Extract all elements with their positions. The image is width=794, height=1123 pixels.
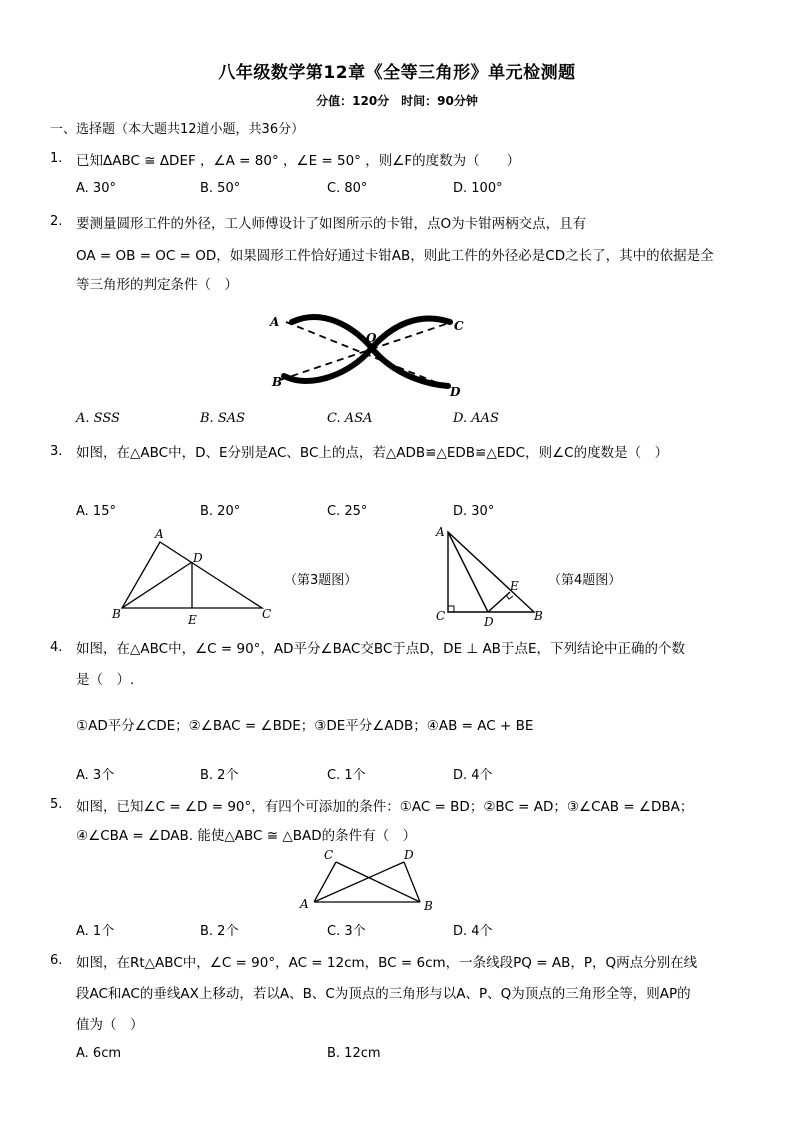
- question-text-line-3: ①AD平分∠CDE；②∠BAC = ∠BDE；③DE平分∠ADB；④AB = AC + BE: [76, 718, 534, 734]
- fig-label-c: C: [262, 607, 272, 621]
- question-text-line-2: ④∠CBA = ∠DAB. 能使△ABC ≅ △BAD的条件有（ ）: [76, 828, 417, 844]
- fig-label-e: E: [188, 613, 197, 627]
- option-a: A. SSS: [76, 411, 120, 426]
- question-text-line-2: 段AC和AC的垂线AX上移动，若以A、B、C为顶点的三角形与以A、P、Q为顶点的三角形全等，则AP的: [76, 986, 691, 1002]
- figure-caption-q4: （第4题图）: [548, 573, 622, 588]
- page-title: 八年级数学第12章《全等三角形》单元检测题: [218, 63, 576, 83]
- fig-label-b: B: [534, 609, 543, 623]
- question-text-line-1: 如图，在△ABC中，∠C = 90°，AD平分∠BAC交BC于点D，DE ⊥ AB于点E，下列结论中正确的个数: [76, 641, 685, 657]
- question-number: 1.: [50, 151, 63, 166]
- fig-label-b: B: [272, 375, 283, 389]
- option-a: A. 1个: [76, 924, 115, 939]
- option-d: D. 4个: [453, 768, 493, 783]
- fig-label-c: C: [454, 319, 464, 333]
- question-text-line-2: OA = OB = OC = OD，如果圆形工件恰好通过卡钳AB，则此工件的外径必是CD之长了，其中的依据是全: [76, 248, 714, 264]
- option-b: B. 50°: [200, 181, 241, 196]
- option-c: C. 3个: [327, 924, 366, 939]
- question-text-line-1: 要测量圆形工件的外径，工人师傅设计了如图所示的卡钳，点O为卡钳两柄交点，且有: [76, 216, 587, 232]
- fig-label-b: B: [424, 899, 433, 913]
- fig-label-c: C: [436, 609, 446, 623]
- caliper-arm-2: [284, 318, 450, 380]
- fig-label-e: E: [510, 579, 519, 593]
- quadrilateral-figure-q5: [296, 846, 440, 914]
- question-number: 4.: [50, 640, 63, 655]
- section-heading: 一、选择题（本大题共12道小题，共36分）: [50, 122, 305, 137]
- question-text-line-3: 等三角形的判定条件（ ）: [76, 277, 238, 293]
- option-b: B. 2个: [200, 768, 239, 783]
- page-subtitle: 分值：120分 时间：90分钟: [316, 94, 478, 108]
- fig-label-b: B: [112, 607, 121, 621]
- option-b: B. SAS: [200, 411, 246, 426]
- option-a: A. 3个: [76, 768, 115, 783]
- question-number: 6.: [50, 953, 63, 968]
- option-b: B. 12cm: [327, 1046, 381, 1061]
- fig-label-o: O: [366, 331, 377, 345]
- question-number: 5.: [50, 797, 63, 812]
- option-d: D. AAS: [453, 411, 499, 426]
- question-number: 2.: [50, 214, 63, 229]
- option-a: A. 30°: [76, 181, 116, 196]
- question-text-line-1: 如图，已知∠C = ∠D = 90°，有四个可添加的条件：①AC = BD；②BC = AD；③∠CAB = ∠DBA；: [76, 799, 694, 815]
- question-text-line-3: 值为（ ）: [76, 1017, 144, 1033]
- option-c: C. 1个: [327, 768, 366, 783]
- fig-label-a: A: [270, 315, 280, 329]
- question-text-line-1: 如图，在Rt△ABC中，∠C = 90°，AC = 12cm，BC = 6cm，一条线段PQ = AB，P，Q两点分别在线: [76, 955, 698, 971]
- option-d: D. 30°: [453, 504, 495, 519]
- option-c: C. 80°: [327, 181, 368, 196]
- option-c: C. ASA: [327, 411, 373, 426]
- figure-caption-q3: （第3题图）: [284, 573, 358, 588]
- fig-label-d: D: [404, 848, 414, 862]
- fig-label-d: D: [484, 615, 494, 629]
- fig-label-d: D: [450, 385, 461, 399]
- fig-label-c: C: [324, 848, 334, 862]
- option-b: B. 2个: [200, 924, 239, 939]
- option-a: A. 6cm: [76, 1046, 122, 1061]
- fig-label-a: A: [155, 527, 164, 541]
- option-d: D. 4个: [453, 924, 493, 939]
- triangle-figure-q3: [110, 526, 280, 628]
- option-a: A. 15°: [76, 504, 116, 519]
- caliper-figure: [262, 302, 474, 402]
- question-text: 如图，在△ABC中，D、E分别是AC、BC上的点，若△ADB≌△EDB≌△EDC，则∠C的度数是（ ）: [76, 445, 669, 461]
- question-number: 3.: [50, 444, 63, 459]
- fig-label-a: A: [436, 525, 445, 539]
- option-b: B. 20°: [200, 504, 241, 519]
- fig-label-a: A: [300, 897, 309, 911]
- option-c: C. 25°: [327, 504, 368, 519]
- question-text: 已知ΔABC ≅ ΔDEF ，∠A = 80° ，∠E = 50° ，则∠F的度数为（ ）: [76, 153, 521, 169]
- question-text-line-2: 是（ ）.: [76, 672, 135, 688]
- triangle-figure-q4: [430, 522, 550, 630]
- option-d: D. 100°: [453, 181, 503, 196]
- fig-label-d: D: [193, 551, 203, 565]
